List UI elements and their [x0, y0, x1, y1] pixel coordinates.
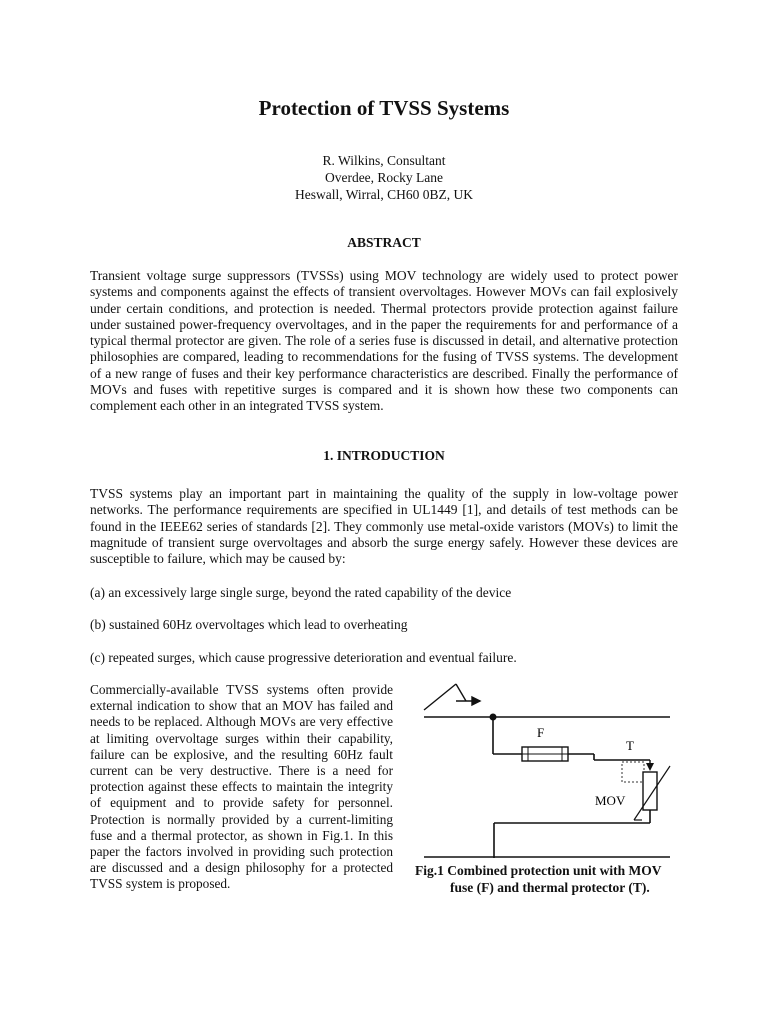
figure-caption-line1: Fig.1 Combined protection unit with MOV	[415, 863, 662, 878]
protection-circuit-diagram	[410, 680, 690, 860]
figure-caption-line2: fuse (F) and thermal protector (T).	[450, 880, 650, 895]
author-block	[0, 152, 768, 203]
protection-paragraph: Commercially-available TVSS systems often provide external indication to show that an MOV has failed and needs to be replaced. Although MOVs are very effective at limiting overvoltage surges within their capability, failure can be explosive, and the resulting 60Hz fault current can be very destructive. There is a need for protection against these effects to maintain the integrity of equipment and to provide safety for personnel. Protection is normally provided by a current-limiting fuse and a thermal protector, as shown in Fig.1. In this paper the factors involved in providing such protection are discussed and a design philosophy for a protected TVSS system is proposed.	[90, 682, 393, 892]
abstract-heading: ABSTRACT	[347, 235, 421, 250]
fuse-symbol	[522, 747, 568, 761]
figure-caption	[410, 862, 690, 896]
thermal-link-dashed	[622, 762, 644, 782]
author-address-line2: Heswall, Wirral, CH60 0BZ, UK	[294, 187, 474, 202]
paper-title: Protection of TVSS Systems	[258, 96, 510, 120]
thermal-protector-label: T	[626, 738, 634, 753]
failure-cause-c: (c) repeated surges, which cause progressive deterioration and eventual failure.	[90, 650, 517, 665]
mov-symbol	[634, 766, 670, 820]
author-address-line1: Overdee, Rocky Lane	[324, 170, 444, 185]
mov-label: MOV	[595, 793, 626, 808]
intro-paragraph: TVSS systems play an important part in maintaining the quality of the supply in low-voltage power networks. The performance requirements are specified in UL1449 [1], and details of test methods can be found in the IEEE62 series of standards [2]. They commonly use metal-oxide varistors (MOVs) to limit the magnitude of transient surge overvoltages and absorb the surge energy safely. However these devices are susceptible to failure, which may be caused by:	[90, 486, 678, 567]
failure-cause-a: (a) an excessively large single surge, beyond the rated capability of the device	[90, 585, 512, 600]
author-name: R. Wilkins, Consultant	[322, 153, 446, 168]
switch-symbol	[424, 684, 480, 710]
section-1-heading: 1. INTRODUCTION	[323, 448, 445, 463]
failure-cause-b: (b) sustained 60Hz overvoltages which lead to overheating	[90, 617, 408, 632]
fuse-label: F	[537, 725, 545, 740]
abstract-text: Transient voltage surge suppressors (TVSSs) using MOV technology are widely used to protect power systems and components against the effects of transient overvoltages. However MOVs can fail explosively under certain conditions, and protection is needed. Thermal protectors provide protection against failure under sustained power-frequency overvoltages, and in the paper the requirements for and performance of a typical thermal protector are given. The role of a series fuse is discussed in detail, and alternative protection philosophies are compared, leading to recommendations for the fusing of TVSS systems. The development of a new range of fuses and their key performance characteristics are described. Finally the performance of MOVs and fuses with repetitive surges is compared and it is shown how these two components can complement each other in an integrated TVSS system.	[90, 268, 678, 414]
